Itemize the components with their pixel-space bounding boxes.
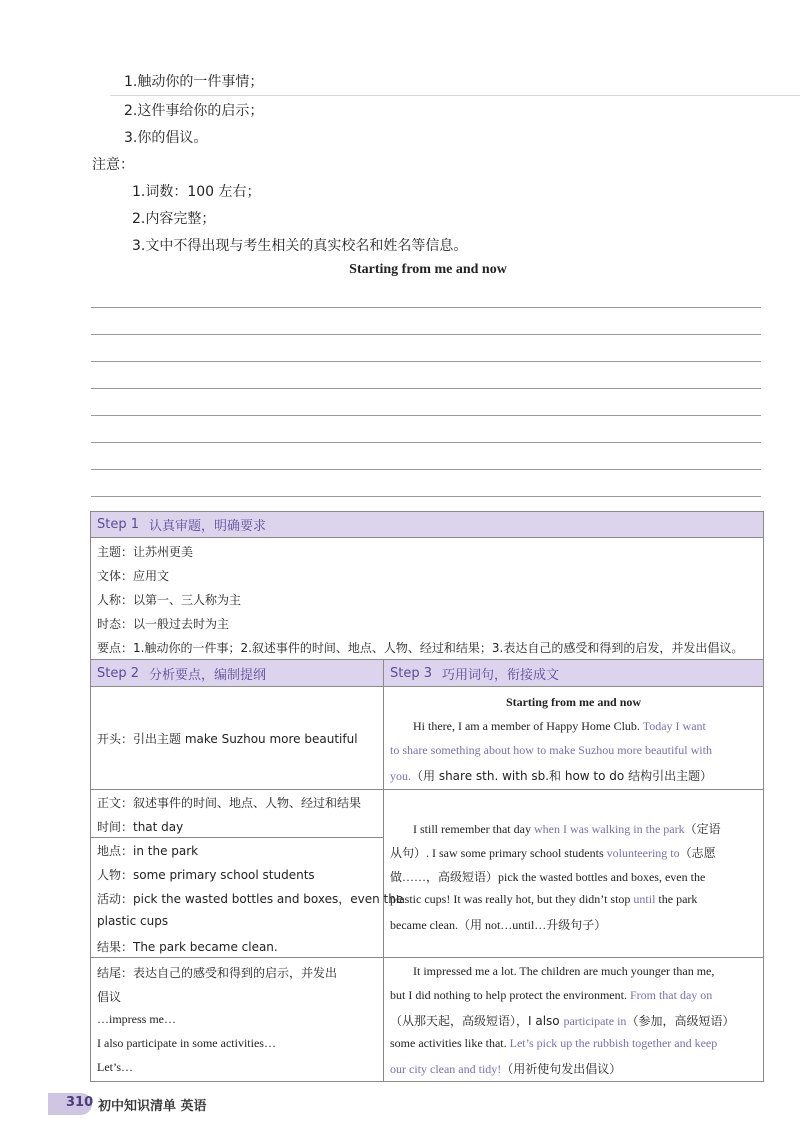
essay-highlight: volunteering to (606, 846, 680, 860)
essay-p1-line2: to share something about how to make Suzhou more beautiful with (390, 743, 712, 757)
essay-p2-line1 (413, 820, 721, 837)
essay-note: （志愿 (679, 846, 716, 860)
step1-tense: 时态：以一般过去时为主 (97, 617, 230, 631)
writing-line (91, 361, 761, 362)
essay-text: plastic cups! It was really hot, but they didn’t stop (390, 892, 634, 906)
outline-intro (97, 730, 358, 747)
essay-p1-line1 (413, 719, 706, 734)
notes-label: 注意： (92, 157, 134, 173)
essay-note: （用 share sth. with sb.和 how to do 结构引出主题） (411, 769, 713, 783)
writing-line (91, 469, 761, 470)
writing-line (91, 496, 761, 497)
essay-text: I still remember that day (413, 822, 534, 836)
prompt-point-1: 1.触动你的一件事情； (124, 74, 264, 90)
outline-body-people: 人物：some primary school students (97, 868, 315, 882)
essay-p2-line2 (390, 844, 716, 861)
essay-highlight: Today I want (642, 719, 706, 733)
step1-topic: 主题：让苏州更美 (97, 545, 194, 559)
step1-person: 人称：以第一、三人称为主 (97, 593, 242, 607)
note-2: 2.内容完整； (132, 211, 216, 227)
essay-p2-line5: became clean.（用 not…until…升级句子） (390, 918, 607, 932)
outline-body-time: 时间：that day (97, 820, 184, 834)
outline-body-heading: 正文：叙述事件的时间、地点、人物、经过和结果 (97, 796, 362, 810)
step3-title: 巧用词句，衔接成文 (442, 667, 560, 683)
outline-body-place: 地点：in the park (97, 844, 199, 858)
step1-number: Step 1 (97, 517, 140, 532)
essay-title: Starting from me and now (349, 262, 507, 277)
writing-line (91, 334, 761, 335)
step3-number: Step 3 (390, 665, 433, 681)
essay-note: （从那天起，高级短语），I also (390, 1014, 564, 1028)
step2-header (91, 660, 383, 686)
step3-header (384, 660, 763, 686)
row-divider (91, 537, 763, 538)
outline-intro-text: 开头：引出主题 make Suzhou more beautiful (97, 732, 358, 746)
note-3: 3.文中不得出现与考生相关的真实校名和姓名等信息。 (132, 238, 468, 254)
outline-table (90, 511, 764, 1082)
book-title: 初中知识清单 英语 (98, 1099, 207, 1114)
row-divider (91, 957, 763, 958)
essay-p3-line5 (390, 1060, 621, 1077)
essay-text: but I did nothing to help protect the environment. (390, 988, 630, 1002)
essay-note: （参加，高级短语） (626, 1014, 735, 1028)
essay-highlight: until (633, 892, 656, 906)
essay-text: Hi there, I am a member of Happy Home Club. (413, 719, 643, 733)
outline-end-heading-cont: 倡议 (97, 990, 122, 1004)
writing-line (91, 388, 761, 389)
step1-key-points: 要点：1.触动你的一件事；2.叙述事件的时间、地点、人物、经过和结果；3.表达自己的感受和得到的启发，并发出倡议。 (97, 641, 744, 655)
essay-highlight: you. (390, 769, 411, 783)
page-number: 310 (66, 1095, 94, 1110)
essay-p3-line3 (390, 1012, 734, 1029)
outline-end-phrase2: I also participate in some activities… (97, 1036, 276, 1050)
outline-end-phrase3: Let’s… (97, 1060, 133, 1074)
essay-p2-line3: 做……，高级短语）pick the wasted bottles and boxes, even the (390, 870, 706, 884)
prompt-point-3: 3.你的倡议。 (124, 130, 208, 146)
step1-genre: 文体：应用文 (97, 569, 170, 583)
top-divider (110, 95, 800, 96)
essay-text: the park (655, 892, 698, 906)
essay-highlight: when I was walking in the park (533, 822, 685, 836)
essay-p3-line4 (390, 1036, 717, 1051)
row-divider (91, 837, 383, 838)
writing-line (91, 307, 761, 308)
essay-p3-line2 (390, 988, 712, 1003)
outline-body-activity-cont: plastic cups (97, 914, 169, 928)
outline-body-result: 结果：The park became clean. (97, 940, 278, 954)
writing-line (91, 442, 761, 443)
essay-highlight: participate in (563, 1014, 627, 1028)
essay-note: （定语 (684, 822, 721, 836)
essay-text: some activities like that. (390, 1036, 510, 1050)
writing-line (91, 415, 761, 416)
essay-p1-line3 (390, 767, 712, 784)
essay-highlight: From that day on (629, 988, 713, 1002)
step1-header (91, 512, 763, 537)
row-divider (91, 686, 763, 687)
essay-p3-line1: It impressed me a lot. The children are much younger than me, (413, 964, 715, 978)
outline-end-heading: 结尾：表达自己的感受和得到的启示，并发出 (97, 966, 338, 980)
step2-title: 分析要点，编制提纲 (149, 667, 267, 683)
essay-p2-line4 (390, 892, 697, 907)
column-divider (383, 659, 384, 1081)
row-divider (91, 789, 763, 790)
essay-text: 从句）. I saw some primary school students (390, 846, 607, 860)
essay-highlight: our city clean and tidy! (390, 1062, 502, 1076)
step1-title: 认真审题，明确要求 (149, 519, 267, 534)
step3-essay-title: Starting from me and now (505, 695, 642, 709)
essay-note: （用祈使句发出倡议） (501, 1062, 622, 1076)
outline-body-activity: 活动：pick the wasted bottles and boxes，even the (97, 892, 404, 906)
prompt-point-2: 2.这件事给你的启示； (124, 103, 264, 119)
step2-number: Step 2 (97, 665, 140, 681)
essay-highlight: Let’s pick up the rubbish together and keep (509, 1036, 718, 1050)
note-1: 1.词数：100 左右； (132, 184, 261, 200)
outline-end-phrase1: …impress me… (97, 1012, 176, 1026)
